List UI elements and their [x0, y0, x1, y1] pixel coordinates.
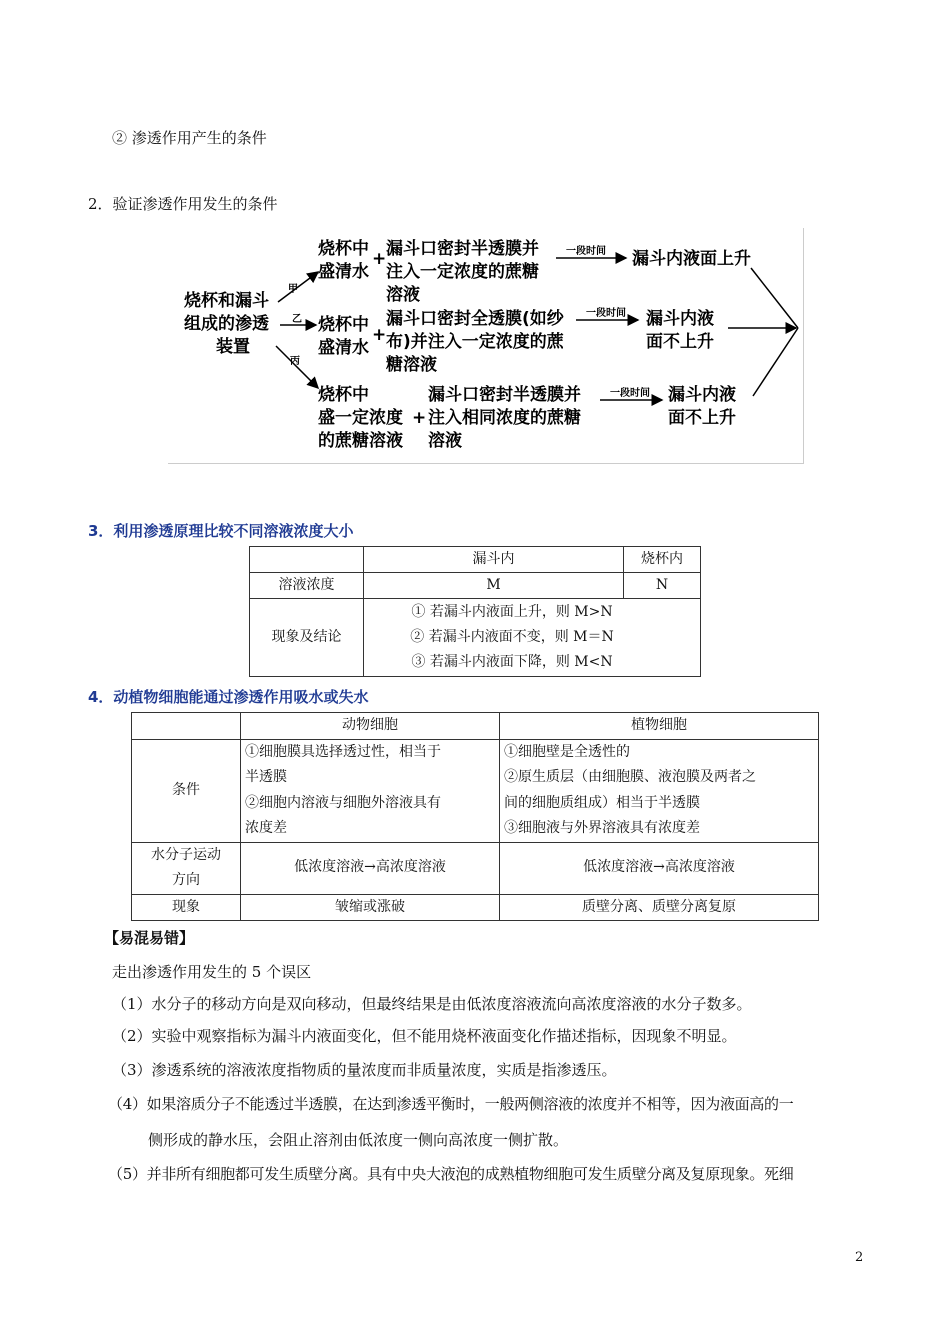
t2-animal-cond-1: ①细胞膜具选择透过性，相当于 [245, 743, 441, 760]
row2-result-1: 漏斗内液 [646, 309, 714, 329]
row3-result-2: 面不上升 [668, 408, 736, 428]
t1-header-empty [250, 547, 364, 573]
row3-funnel-1: 漏斗口密封半透膜并 [428, 385, 581, 405]
row1-result: 漏斗内液面上升 [632, 249, 751, 269]
misconception-intro: 走出渗透作用发生的 5 个误区 [112, 963, 312, 981]
row3-result-1: 漏斗内液 [668, 385, 736, 405]
row3-funnel-3: 溶液 [428, 431, 462, 451]
row1-funnel-2: 注入一定浓度的蔗糖 [386, 262, 539, 282]
label-jia: 甲 [288, 284, 298, 295]
t2-plant-dir: 低浓度溶液→高浓度溶液 [500, 842, 819, 894]
row3-funnel-2: 注入相同浓度的蔗糖 [428, 408, 581, 428]
misconception-2: （2）实验中观察指标为漏斗内液面变化，但不能用烧杯液面变化作描述指标，因现象不明显。 [112, 1027, 737, 1045]
t2-plant-cond [500, 739, 819, 842]
converge-1 [751, 268, 798, 328]
row1-plus: + [372, 249, 387, 269]
t2-phen-label: 现象 [132, 894, 241, 921]
t2-animal-cond-3: ②细胞内溶液与细胞外溶液具有 [245, 794, 441, 811]
misconception-1: （1）水分子的移动方向是双向移动，但最终结果是由低浓度溶液流向高浓度溶液的水分子数多。 [112, 995, 752, 1013]
section-3-title: 3．利用渗透原理比较不同溶液浓度大小 [88, 522, 354, 540]
start-line-3: 装置 [216, 337, 250, 357]
t2-animal-phen: 皱缩或涨破 [241, 894, 500, 921]
t2-header-plant: 植物细胞 [500, 713, 819, 740]
start-line-1: 烧杯和漏斗 [184, 291, 269, 311]
concentration-table [249, 546, 701, 677]
t2-plant-cond-4: ③细胞液与外界溶液具有浓度差 [504, 820, 700, 836]
misconception-5: （5）并非所有细胞都可发生质壁分离。具有中央大液泡的成熟植物细胞可发生质壁分离及复原现象。死细 [108, 1165, 794, 1183]
row2-time: 一段时间 [586, 308, 626, 319]
row1-funnel-1: 漏斗口密封半透膜并 [386, 239, 539, 259]
t1-row1-n: N [624, 573, 701, 599]
t2-animal-cond-4: 浓度差 [245, 820, 287, 836]
cell-osmosis-table [131, 712, 819, 921]
t2-header-animal: 动物细胞 [241, 713, 500, 740]
condition-line: ② 渗透作用产生的条件 [112, 129, 267, 147]
t2-plant-cond-2: ②原生质层（由细胞膜、液泡膜及两者之 [504, 769, 756, 785]
confuse-title: 【易混易错】 [104, 929, 195, 947]
t2-plant-cond-1: ①细胞壁是全透性的 [504, 743, 630, 760]
t2-plant-cond-3: 间的细胞质组成）相当于半透膜 [504, 794, 700, 811]
t2-animal-cond [241, 739, 500, 842]
row2-funnel-2: 布)并注入一定浓度的蔗 [386, 332, 564, 352]
row2-result-2: 面不上升 [646, 332, 714, 352]
t2-header-empty [132, 713, 241, 740]
row2-beaker-1: 烧杯中 [318, 315, 369, 335]
t2-dir-label-2: 方向 [172, 872, 200, 888]
osmosis-diagram [168, 228, 804, 464]
section-4-title: 4．动植物细胞能通过渗透作用吸水或失水 [88, 688, 369, 706]
row3-beaker-3: 的蔗糖溶液 [318, 431, 403, 451]
converge-3 [753, 328, 798, 396]
row1-beaker-2: 盛清水 [318, 262, 369, 282]
start-line-2: 组成的渗透 [184, 314, 269, 334]
t1-row2-label: 现象及结论 [250, 599, 364, 677]
label-yi: 乙 [292, 314, 302, 325]
t1-row1-label: 溶液浓度 [250, 573, 364, 599]
row2-funnel-1: 漏斗口密封全透膜(如纱 [386, 309, 564, 329]
page-number: 2 [855, 1250, 864, 1265]
row2-funnel-3: 糖溶液 [386, 355, 437, 375]
t2-cond-label: 条件 [132, 739, 241, 842]
t1-header-funnel: 漏斗内 [364, 547, 624, 573]
row1-time: 一段时间 [566, 246, 606, 257]
t1-row1-m: M [364, 573, 624, 599]
t2-animal-cond-2: 半透膜 [245, 769, 287, 785]
t1-line-1: ① 若漏斗内液面上升，则 M>N [411, 604, 613, 620]
arrow-jia [278, 272, 318, 302]
t1-line-2: ② 若漏斗内液面不变，则 M＝N [410, 629, 614, 645]
misconception-4: （4）如果溶质分子不能透过半透膜，在达到渗透平衡时，一般两侧溶液的浓度并不相等，因为液面高的一 [108, 1095, 794, 1113]
row3-plus: + [412, 408, 427, 428]
row3-beaker-1: 烧杯中 [318, 385, 369, 405]
section-2-title: 2．验证渗透作用发生的条件 [88, 195, 278, 213]
t1-header-beaker: 烧杯内 [624, 547, 701, 573]
row1-funnel-3: 溶液 [386, 285, 420, 305]
row3-beaker-2: 盛一定浓度 [318, 408, 403, 428]
t2-plant-phen: 质壁分离、质壁分离复原 [500, 894, 819, 921]
t2-dir-label [132, 842, 241, 894]
t1-line-3: ③ 若漏斗内液面下降，则 M<N [411, 654, 613, 670]
t2-animal-dir: 低浓度溶液→高浓度溶液 [241, 842, 500, 894]
row1-beaker-1: 烧杯中 [318, 239, 369, 259]
misconception-4-cont: 侧形成的静水压，会阻止溶剂由低浓度一侧向高浓度一侧扩散。 [148, 1131, 569, 1149]
label-bing: 丙 [290, 356, 300, 367]
row2-plus: + [372, 325, 387, 345]
t2-dir-label-1: 水分子运动 [151, 846, 221, 863]
row3-time: 一段时间 [610, 388, 650, 399]
row2-beaker-2: 盛清水 [318, 338, 369, 358]
misconception-3: （3）渗透系统的溶液浓度指物质的量浓度而非质量浓度，实质是指渗透压。 [112, 1061, 617, 1079]
t1-row2-content [364, 599, 701, 677]
